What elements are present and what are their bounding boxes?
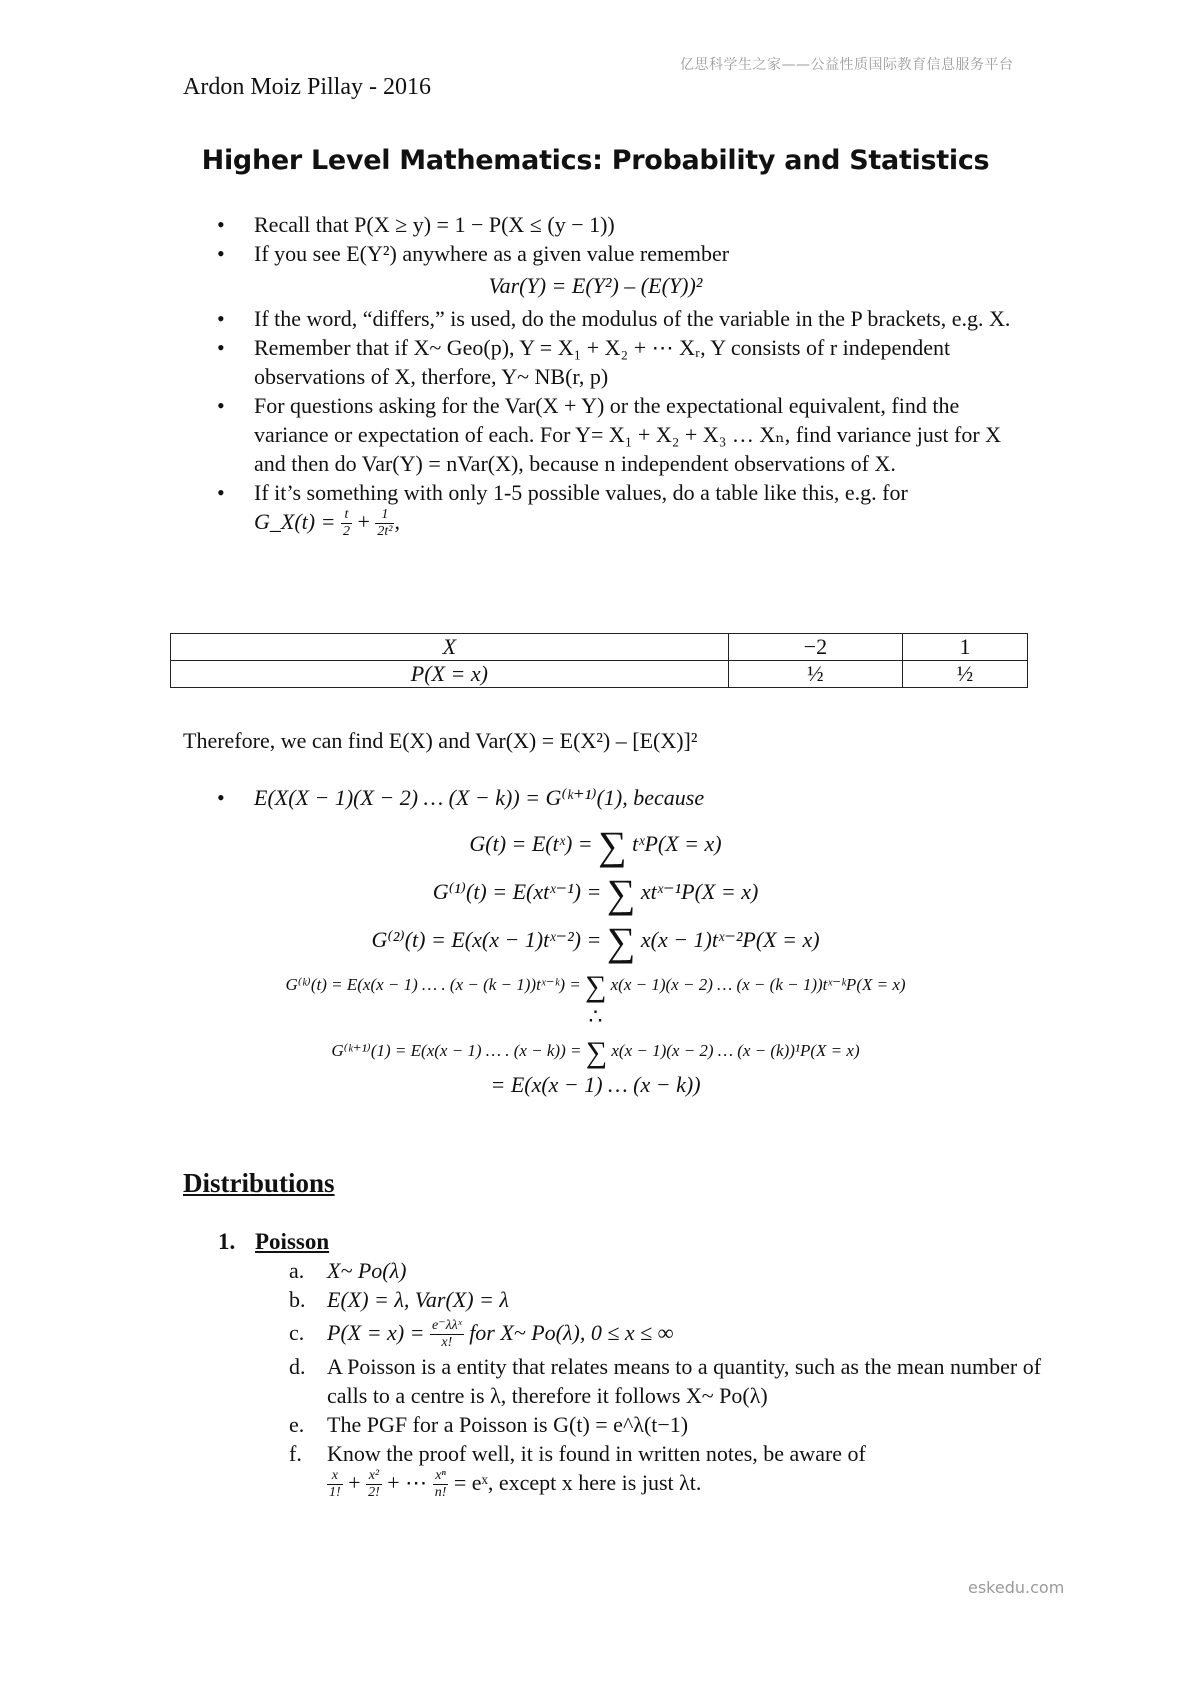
plus-ellipsis: + ⋯ — [387, 1470, 428, 1495]
bullet-text: If the word, “differs,” is used, do the modulus of the variable in the P brackets, e.g. X. — [254, 306, 1011, 331]
equation-left: G⁽²⁾(t) = E(x(x − 1)tˣ⁻²) = — [371, 927, 602, 952]
bullet-glyph: • — [217, 335, 225, 360]
item-label: a. — [289, 1258, 305, 1283]
bullet-text: If you see E(Y²) anywhere as a given value remember — [254, 241, 730, 266]
fraction — [327, 1468, 343, 1501]
fraction — [430, 1318, 464, 1351]
equation-line-2 — [0, 870, 1191, 917]
sigma-symbol: ∑ — [585, 1036, 608, 1069]
bullet-item — [213, 785, 1033, 811]
list-item — [289, 1285, 1049, 1314]
subsection-title: Poisson — [255, 1229, 330, 1254]
author-line: Ardon Moiz Pillay - 2016 — [183, 74, 431, 100]
bullet-list — [213, 210, 1033, 540]
table-cell: −2 — [728, 634, 902, 661]
table-row — [171, 661, 1028, 688]
variance-equation: Var(Y) = E(Y²) – (E(Y))² — [488, 273, 703, 298]
bullet-text: If it’s something with only 1-5 possible values, do a table like this, e.g. for — [254, 480, 908, 505]
bullet-recall — [213, 210, 1033, 239]
fraction-denominator: 2! — [368, 1485, 380, 1501]
bullet-glyph: • — [217, 785, 225, 810]
list-item — [289, 1256, 1049, 1285]
table-row — [171, 634, 1028, 661]
fraction — [366, 1468, 382, 1501]
table-cell: ½ — [903, 661, 1028, 688]
pgf-expression: G_X(t) = — [254, 509, 336, 534]
table-cell: P(X = x) — [171, 661, 729, 688]
subsection-heading-poisson — [218, 1229, 329, 1255]
fraction-denominator: x! — [441, 1335, 453, 1351]
bullet-glyph: • — [217, 306, 225, 331]
equation-right: xtˣ⁻¹P(X = x) — [640, 879, 759, 904]
list-item — [289, 1439, 1049, 1501]
bullet-factorial-moment — [213, 785, 1033, 811]
item-text: for X~ Po(λ), 0 ≤ x ≤ ∞ — [469, 1320, 674, 1345]
fraction — [375, 507, 394, 540]
equation-right: x(x − 1)(x − 2) … (x − (k − 1))tˣ⁻ᵏP(X = x) — [610, 975, 906, 994]
bullet-text: Remember that if X~ Geo(p), Y = X₁ + X₂ + ⋯ Xᵣ, Y consists of r independent observations of X, therfore, Y~ NB(r, p) — [254, 335, 951, 389]
fraction-numerator: x — [327, 1468, 343, 1485]
equation-left: G⁽ᵏ⁺¹⁾(1) = E(x(x − 1) … . (x − k)) = — [331, 1041, 582, 1060]
item-text: = eˣ, except x here is just λt. — [453, 1470, 702, 1495]
plus-sign: + — [357, 509, 370, 534]
table-cell: X — [171, 634, 729, 661]
page-title: Higher Level Mathematics: Probability and Statistics — [201, 145, 990, 176]
bullet-text: For questions asking for the Var(X + Y) or the expectational equivalent, find the variance or expectation of each. For Y= X₁ + X₂ + X₃ … Xₙ, find variance just for X and then do Var(Y) = nVar(X), because n independent observations of X. — [254, 393, 1002, 476]
fraction-numerator: t — [341, 507, 352, 524]
bullet-differs — [213, 304, 1033, 333]
fraction-numerator: 1 — [375, 507, 394, 524]
bullet-table-hint — [213, 478, 1033, 540]
fraction-denominator: 1! — [329, 1485, 341, 1501]
bullet-text: E(X(X − 1)(X − 2) … (X − k)) = G⁽ᵏ⁺¹⁾(1), because — [254, 785, 705, 810]
sigma-symbol: ∑ — [598, 823, 627, 868]
bullet-glyph: • — [217, 212, 225, 237]
therefore-statement: Therefore, we can find E(X) and Var(X) = E(X²) – [E(X)]² — [183, 728, 698, 753]
list-item — [289, 1314, 1049, 1352]
item-text: The PGF for a Poisson is G(t) = e^λ(t−1) — [327, 1412, 689, 1437]
item-text: E(X) = λ, Var(X) = λ — [327, 1287, 509, 1312]
equation-line-4 — [0, 970, 1191, 1004]
bullet-text: Recall that P(X ≥ y) = 1 − P(X ≤ (y − 1)) — [254, 212, 615, 237]
bullet-glyph: • — [217, 393, 225, 418]
fraction-numerator: e⁻λλˣ — [432, 1318, 462, 1334]
item-label: c. — [289, 1320, 305, 1345]
fraction — [341, 507, 352, 540]
therefore-symbol: ∴ — [588, 1004, 603, 1029]
table-cell: 1 — [903, 634, 1028, 661]
section-heading-distributions: Distributions — [183, 1168, 335, 1198]
comma: , — [394, 509, 400, 534]
bullet-glyph: • — [217, 241, 225, 266]
item-label: e. — [289, 1412, 305, 1437]
watermark-bottom: eskedu.com — [968, 1578, 1065, 1597]
equation-left: G⁽¹⁾(t) = E(xtˣ⁻¹) = — [432, 879, 602, 904]
probability-table — [170, 633, 1028, 688]
equation-line-3 — [0, 918, 1191, 965]
sigma-symbol: ∑ — [606, 919, 636, 964]
bullet-geometric — [213, 333, 1033, 391]
fraction-numerator: x² — [366, 1468, 382, 1485]
subsection-number: 1. — [218, 1229, 236, 1254]
watermark-top: 亿思科学生之家——公益性质国际教育信息服务平台 — [680, 57, 1014, 73]
equation-right: tˣP(X = x) — [632, 831, 722, 856]
list-item — [289, 1410, 1049, 1439]
item-label: f. — [289, 1441, 302, 1466]
bullet-ey2 — [213, 239, 1033, 268]
item-text: X~ Po(λ) — [327, 1258, 407, 1283]
equation-line-1 — [0, 822, 1191, 869]
item-text: P(X = x) = — [327, 1320, 425, 1345]
fraction-denominator: n! — [434, 1485, 447, 1501]
equation-line-6: = E(x(x − 1) … (x − k)) — [490, 1072, 701, 1097]
fraction — [433, 1468, 449, 1501]
list-item — [289, 1352, 1049, 1410]
equation-line-5 — [0, 1036, 1191, 1070]
item-text: Know the proof well, it is found in written notes, be aware of — [327, 1441, 866, 1466]
sigma-symbol: ∑ — [585, 970, 607, 1003]
poisson-item-list — [289, 1256, 1049, 1501]
plus-sign: + — [348, 1470, 361, 1495]
bullet-glyph: • — [217, 480, 225, 505]
equation-left: G(t) = E(tˣ) = — [469, 831, 593, 856]
equation-left: G⁽ᵏ⁾(t) = E(x(x − 1) … . (x − (k − 1))tˣ⁻ᵏ) = — [285, 975, 581, 994]
item-text: A Poisson is a entity that relates means to a quantity, such as the mean number of calls to a centre is λ, therefore it follows X~ Po(λ) — [327, 1354, 1042, 1408]
item-label: d. — [289, 1354, 306, 1379]
table-cell: ½ — [728, 661, 902, 688]
fraction-numerator: xⁿ — [433, 1468, 449, 1485]
equation-right: x(x − 1)(x − 2) … (x − (k))¹P(X = x) — [611, 1041, 860, 1060]
equation-right: x(x − 1)tˣ⁻²P(X = x) — [640, 927, 820, 952]
sigma-symbol: ∑ — [606, 871, 636, 916]
bullet-variance-sum — [213, 391, 1033, 478]
item-label: b. — [289, 1287, 306, 1312]
fraction-denominator: 2t² — [377, 524, 393, 540]
fraction-denominator: 2 — [342, 524, 350, 540]
